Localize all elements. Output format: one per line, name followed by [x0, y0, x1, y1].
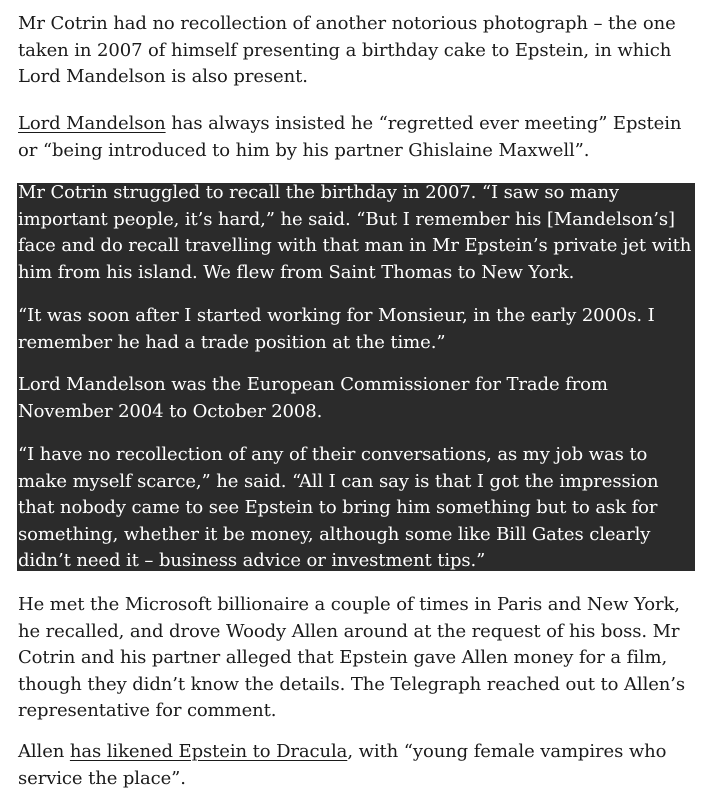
highlighted-paragraph: “It was soon after I started working for Monsieur, in the early 2000s. I remember he had a trade position at the time.” — [18, 305, 655, 353]
paragraph-text: has always insisted he “regretted ever meeting” Epstein or “being introduced to him by his partner Ghislaine Maxwell”. — [18, 113, 682, 161]
article-paragraph: He met the Microsoft billionaire a couple of times in Paris and New York, he recalled, and drove Woody Allen around at the request of his boss. Mr Cotrin and his partner alleged that Epstein gave Allen money for a film, though they didn’t know the details. The Telegraph reached out to Allen’s representative for comment. — [18, 594, 686, 721]
paragraph-text: , with “young female vampires who service the place”. — [18, 741, 667, 789]
highlighted-paragraph: Mr Cotrin struggled to recall the birthday in 2007. “I saw so many important people, it’s hard,” he said. “But I remember his [Mandelson’s] face and do recall travelling with that man in Mr Epstein’s private jet with him from his island. We flew from Saint Thomas to New York. — [18, 182, 692, 283]
highlighted-paragraph: Lord Mandelson was the European Commissioner for Trade from November 2004 to October 2008. — [18, 374, 608, 422]
article-paragraph — [18, 111, 694, 164]
dracula-article-link[interactable]: has likened Epstein to Dracula — [69, 741, 348, 762]
paragraph-text: Allen — [18, 741, 70, 762]
article-paragraph — [18, 739, 694, 792]
lord-mandelson-link[interactable]: Lord Mandelson — [18, 113, 166, 134]
highlighted-paragraph: “I have no recollection of any of their conversations, as my job was to make myself scarce,” he said. “All I can say is that I got the impression that nobody came to see Epstein to bring him something but to ask for something, whether it be money, although some like Bill Gates clearly didn’t need it – business advice or investment tips.” — [18, 444, 659, 571]
article-paragraph: Mr Cotrin had no recollection of another notorious photograph – the one taken in 2007 of himself presenting a birthday cake to Epstein, in which Lord Mandelson is also present. — [18, 13, 676, 87]
